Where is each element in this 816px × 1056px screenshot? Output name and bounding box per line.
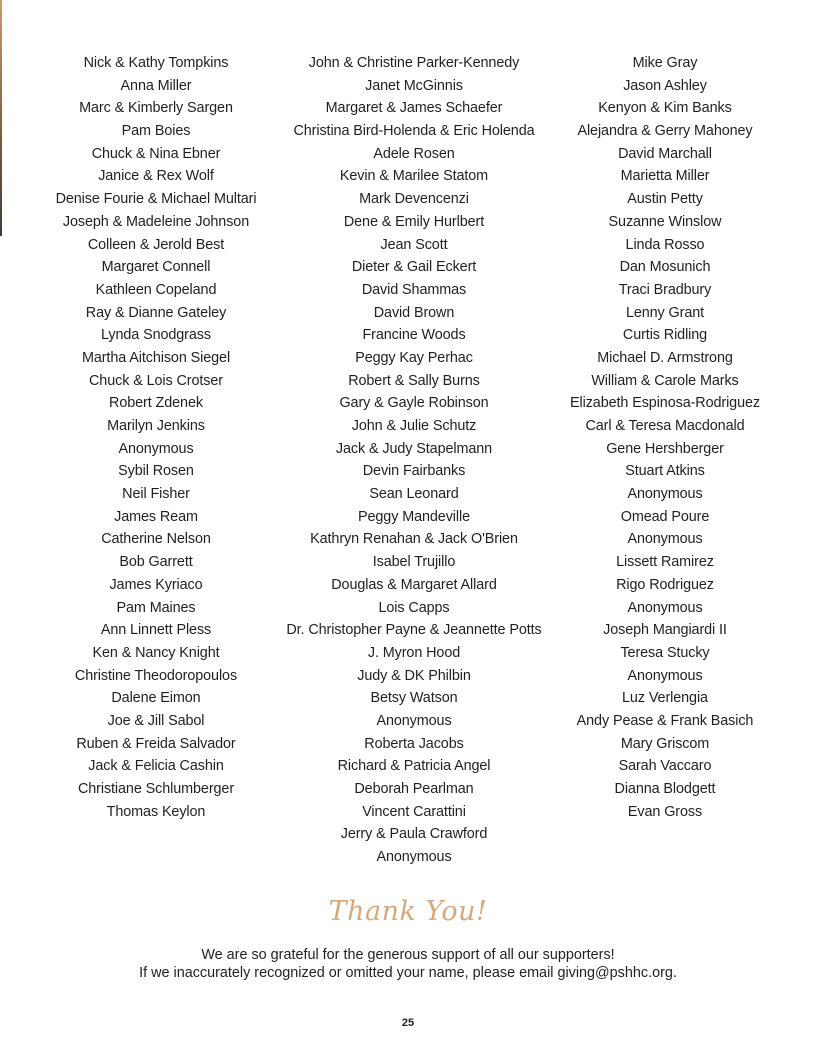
donor-column-3 — [535, 52, 795, 823]
donor-name: Jack & Judy Stapelmann — [335, 440, 493, 457]
donor-name: Curtis Ridling — [622, 327, 708, 344]
donor-name: Christine Theodoropoulos — [74, 667, 238, 684]
donor-name: James Ream — [114, 508, 198, 525]
donor-name: Rigo Rodriguez — [616, 576, 714, 593]
donor-name: Anonymous — [627, 531, 703, 548]
donor-name: Peggy Kay Perhac — [355, 349, 473, 366]
donor-name: William & Carole Marks — [591, 372, 739, 389]
donor-name: Ken & Nancy Knight — [92, 644, 220, 661]
donor-name: Margaret & James Schaefer — [325, 100, 503, 117]
donor-name: Thomas Keylon — [106, 803, 206, 820]
page-edge-bar — [0, 0, 2, 236]
donor-name: Joe & Jill Sabol — [107, 712, 205, 729]
donor-name: Nick & Kathy Tompkins — [83, 55, 229, 71]
donor-name: Vincent Carattini — [362, 803, 466, 820]
donor-name: Gary & Gayle Robinson — [339, 395, 489, 412]
donor-name: Alejandra & Gerry Mahoney — [577, 123, 753, 140]
donor-name: Kathryn Renahan & Jack O'Brien — [310, 531, 518, 548]
donor-name: John & Julie Schutz — [351, 418, 477, 434]
donor-name: Douglas & Margaret Allard — [331, 576, 497, 593]
donor-name: Anonymous — [376, 712, 452, 729]
donor-name: Anna Miller — [120, 77, 192, 94]
donor-name: Dianna Blodgett — [614, 781, 716, 797]
donor-name: Devin Fairbanks — [362, 463, 466, 480]
donor-name: Mike Gray — [632, 55, 698, 71]
donor-name: David Brown — [373, 304, 455, 321]
donor-name: Lois Capps — [378, 599, 450, 616]
donor-name: Linda Rosso — [625, 236, 705, 253]
donor-name: Denise Fourie & Michael Multari — [55, 191, 257, 208]
donor-name: Colleen & Jerold Best — [87, 236, 225, 253]
donor-name: Teresa Stucky — [620, 644, 710, 661]
donor-name: Martha Aitchison Siegel — [81, 349, 231, 366]
donor-name: Chuck & Lois Crotser — [89, 372, 223, 389]
donor-name: Luz Verlengia — [622, 690, 708, 707]
donor-name: J. Myron Hood — [367, 644, 461, 661]
thank-you-heading: Thank You! — [328, 896, 488, 927]
correction-note: If we inaccurately recognized or omitted your name, please email giving@pshhc.org. — [139, 965, 677, 981]
donor-name: Kevin & Marilee Statom — [339, 168, 489, 185]
donor-name: David Shammas — [361, 281, 467, 298]
donor-name: Kathleen Copeland — [95, 281, 217, 298]
donor-name: Dan Mosunich — [619, 259, 711, 276]
donor-name: Ray & Dianne Gateley — [85, 304, 227, 321]
donor-name: Michael D. Armstrong — [597, 349, 733, 366]
donor-name: Austin Petty — [627, 191, 703, 208]
donor-name: Pam Boies — [121, 123, 191, 140]
donor-name: Sybil Rosen — [118, 463, 194, 480]
donor-name: Bob Garrett — [119, 554, 193, 571]
donor-name: Peggy Mandeville — [358, 508, 470, 525]
donor-name: Joseph & Madeleine Johnson — [62, 213, 250, 230]
donor-name: David Marchall — [618, 145, 712, 162]
donor-name: Traci Bradbury — [618, 281, 712, 298]
donor-name: Anonymous — [118, 440, 194, 457]
donor-name: Ann Linnett Pless — [100, 622, 212, 639]
donor-name: Andy Pease & Frank Basich — [576, 712, 754, 729]
donor-name: Gene Hershberger — [606, 440, 724, 457]
donor-name: Francine Woods — [362, 327, 466, 344]
donor-name: Judy & DK Philbin — [357, 667, 471, 684]
donor-name: Kenyon & Kim Banks — [598, 100, 732, 117]
donor-name: Richard & Patricia Angel — [337, 758, 491, 775]
donor-name: Sarah Vaccaro — [618, 758, 712, 775]
donor-name: Sean Leonard — [369, 486, 459, 503]
donor-name: Christina Bird-Holenda & Eric Holenda — [293, 123, 535, 140]
donor-name: Roberta Jacobs — [364, 735, 464, 752]
donor-name: Marc & Kimberly Sargen — [79, 100, 233, 117]
donor-name: Carl & Teresa Macdonald — [585, 418, 745, 434]
donor-name: John & Christine Parker-Kennedy — [308, 55, 520, 71]
donor-name: Ruben & Freida Salvador — [76, 735, 236, 752]
donor-name: Jerry & Paula Crawford — [340, 826, 488, 843]
donor-name: Anonymous — [376, 849, 452, 866]
donor-name: Jack & Felicia Cashin — [88, 758, 224, 775]
donor-name: Lenny Grant — [625, 304, 705, 321]
donor-name: Mark Devencenzi — [359, 191, 469, 208]
donor-name: Elizabeth Espinosa-Rodriguez — [570, 395, 760, 412]
donor-name: Christiane Schlumberger — [77, 781, 235, 797]
donor-name: Deborah Pearlman — [354, 781, 474, 797]
donor-name: Dieter & Gail Eckert — [351, 259, 477, 276]
donor-name: Lissett Ramirez — [616, 554, 714, 571]
donor-name: Robert Zdenek — [109, 395, 203, 412]
donor-name: Pam Maines — [116, 599, 196, 616]
donor-name: Janice & Rex Wolf — [98, 168, 214, 185]
donor-name: Mary Griscom — [620, 735, 710, 752]
donor-name: Dalene Eimon — [111, 690, 201, 707]
donor-name: Dr. Christopher Payne & Jeannette Potts — [286, 622, 542, 639]
donor-name: Dene & Emily Hurlbert — [343, 213, 485, 230]
donor-name: Anonymous — [627, 486, 703, 503]
donor-name: Jean Scott — [380, 236, 448, 253]
donor-name: Neil Fisher — [122, 486, 190, 503]
donor-name: Catherine Nelson — [101, 531, 211, 548]
donor-name: Janet McGinnis — [365, 77, 463, 94]
donor-name: Stuart Atkins — [625, 463, 705, 480]
donor-name: Robert & Sally Burns — [348, 372, 480, 389]
donor-column-1 — [26, 52, 286, 823]
donor-name: Suzanne Winslow — [608, 213, 722, 230]
gratitude-note: We are so grateful for the generous support of all our supporters! — [201, 947, 615, 963]
donor-column-2 — [284, 52, 544, 869]
donor-name: Margaret Connell — [101, 259, 211, 276]
donor-name: Omead Poure — [620, 508, 710, 525]
donor-name: Chuck & Nina Ebner — [91, 145, 221, 162]
donor-name: Joseph Mangiardi II — [603, 622, 727, 639]
donor-name: Evan Gross — [627, 803, 703, 820]
donor-name: Lynda Snodgrass — [101, 327, 211, 344]
donor-name: Anonymous — [627, 599, 703, 616]
donor-name: Marilyn Jenkins — [107, 418, 205, 434]
donor-name: James Kyriaco — [109, 576, 203, 593]
donor-name: Betsy Watson — [370, 690, 458, 707]
donor-name: Marietta Miller — [620, 168, 710, 185]
page-number: 25 — [401, 1017, 415, 1029]
donor-name: Anonymous — [627, 667, 703, 684]
donor-name: Jason Ashley — [623, 77, 707, 94]
donor-name: Isabel Trujillo — [372, 554, 456, 571]
donor-name: Adele Rosen — [373, 145, 455, 162]
